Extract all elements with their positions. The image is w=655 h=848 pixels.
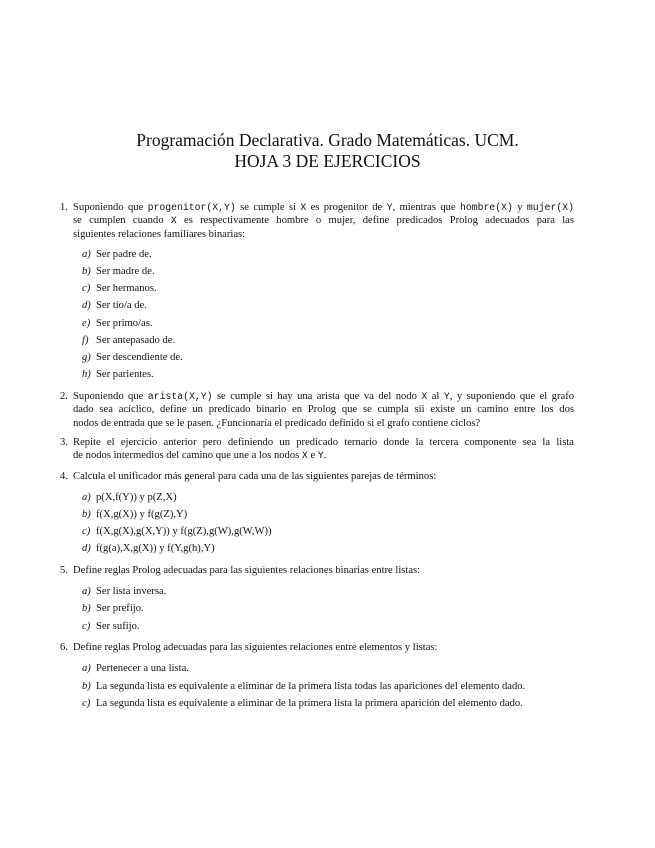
exercise-1: [60, 201, 574, 241]
exercise-number: 4.: [60, 471, 68, 482]
list-item: a) p(X,f(Y)) y p(Z,X): [82, 492, 177, 503]
page-subtitle: HOJA 3 DE EJERCICIOS: [234, 151, 421, 171]
list-item: b) f(X,g(X)) y f(g(Z),Y): [82, 509, 188, 520]
list-item: b) La segunda lista es equivalente a eliminar de la primera lista todas las apariciones del elemento dado.: [82, 681, 526, 692]
exercise-line: Suponiendo que progenitor(X,Y) se cumple si X es progenitor de Y, mientras que hombre(X) y mujer(X): [73, 202, 574, 213]
list-item: h) Ser parientes.: [82, 369, 154, 380]
exercise-4: [60, 470, 574, 483]
list-item: c) Ser hermanos.: [82, 283, 157, 294]
list-item: b) Ser prefijo.: [82, 603, 144, 614]
exercise-number: 3.: [60, 437, 68, 448]
exercise-number: 5.: [60, 565, 68, 576]
exercise-number: 6.: [60, 642, 68, 653]
exercise-line: siguientes relaciones familiares binarias:: [73, 228, 246, 240]
list-item: d) f(g(a),X,g(X)) y f(Y,g(h),Y): [82, 543, 215, 554]
exercise-number: 2.: [60, 391, 68, 402]
exercise-line: Calcula el unificador más general para cada una de las siguientes parejas de términos:: [73, 471, 437, 482]
exercise-line: Define reglas Prolog adecuadas para las siguientes relaciones binarias entre listas:: [73, 565, 421, 576]
exercise-line: dado sea acíclico, define un predicado binario en Prolog que se cumpla sii existe un camino entre los dos: [73, 404, 574, 416]
exercise-line: Suponiendo que arista(X,Y) se cumple si hay una arista que va del nodo X al Y, y suponiendo que el grafo: [73, 391, 575, 402]
exercise-line: de nodos intermedios del camino que une a los nodos X e Y.: [73, 450, 327, 462]
exercise-line: Define reglas Prolog adecuadas para las siguientes relaciones entre elementos y listas:: [73, 642, 438, 653]
exercise-line: nodos de entrada que se le pasen. ¿Funcionaría el predicado definido si el grafo contiene ciclos?: [73, 417, 481, 429]
list-item: c) Ser sufijo.: [82, 621, 140, 632]
exercise-line: Repite el ejercicio anterior pero definiendo un predicado ternario donde la tercera componente sea la lista: [73, 437, 574, 448]
list-item: a) Pertenecer a una lista.: [82, 663, 189, 674]
list-item: e) Ser primo/as.: [82, 318, 153, 329]
list-item: b) Ser madre de.: [82, 266, 155, 277]
list-item: f) Ser antepasado de.: [82, 335, 176, 346]
list-item: a) Ser lista inversa.: [82, 586, 167, 597]
exercise-3: [60, 436, 574, 463]
list-item: g) Ser descendiente de.: [82, 352, 183, 363]
exercise-5: [60, 564, 574, 577]
page-title: Programación Declarativa. Grado Matemáticas. UCM.: [136, 130, 519, 150]
exercise-number: 1.: [60, 202, 68, 213]
exercise-6: [60, 641, 574, 654]
list-item: c) f(X,g(X),g(X,Y)) y f(g(Z),g(W),g(W,W)): [82, 526, 272, 537]
exercise-line: se cumplen cuando X es respectivamente hombre o mujer, define predicados Prolog adecuados para las: [73, 215, 574, 227]
list-item: d) Ser tío/a de.: [82, 300, 147, 311]
exercise-2: [60, 390, 574, 430]
list-item: c) La segunda lista es equivalente a eliminar de la primera lista la primera aparición del elemento dado.: [82, 698, 523, 709]
list-item: a) Ser padre de.: [82, 249, 152, 260]
